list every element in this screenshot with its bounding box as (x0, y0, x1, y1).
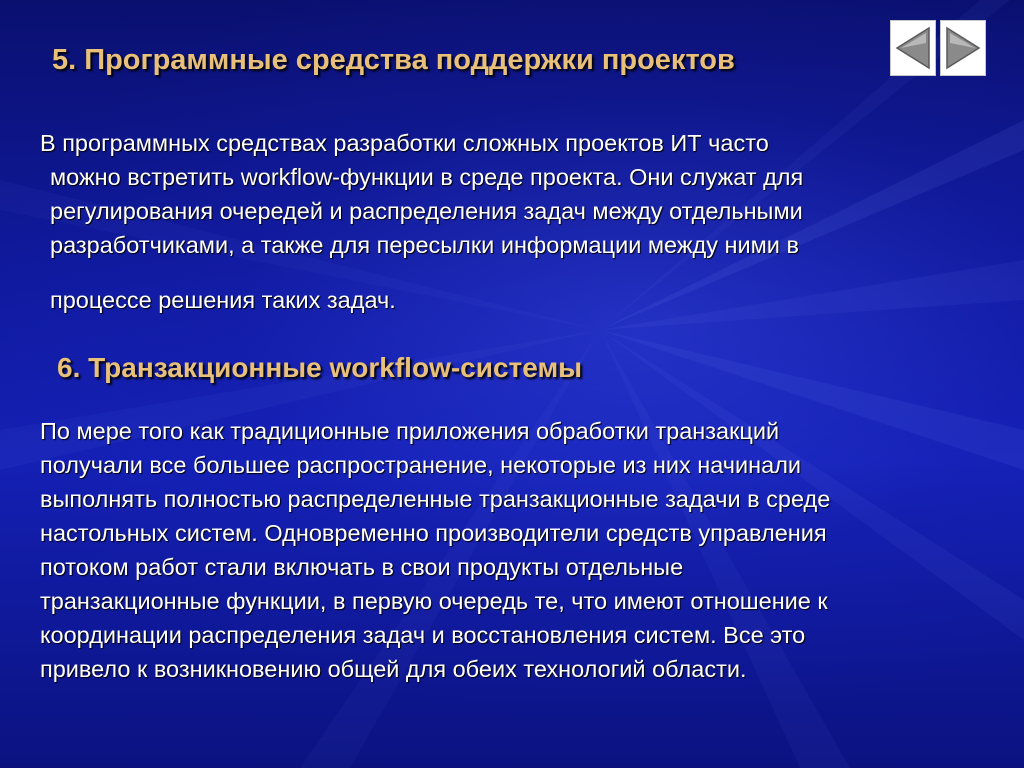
section-6-heading: 6. Транзакционные workflow-системы (57, 352, 583, 383)
paragraph-line: выполнять полностью распределенные транзакционные задачи в среде (40, 486, 831, 512)
paragraph-line: можно встретить workflow-функции в среде проекта. Они служат для (50, 164, 804, 190)
triangle-left-icon (891, 21, 935, 75)
section-6-paragraph (40, 414, 1000, 686)
paragraph-line: потоком работ стали включать в свои продукты отдельные (40, 554, 684, 580)
paragraph-line: привело к возникновению общей для обеих технологий области. (40, 656, 747, 682)
triangle-right-icon (941, 21, 985, 75)
section-5-heading: 5. Программные средства поддержки проектов (52, 44, 735, 76)
paragraph-line: В программных средствах разработки сложных проектов ИТ часто (40, 130, 769, 156)
paragraph-line: процессе решения таких задач. (50, 287, 396, 313)
paragraph-line: настольных систем. Одновременно производители средств управления (40, 520, 827, 546)
paragraph-line: транзакционные функции, в первую очередь те, что имеют отношение к (40, 588, 828, 614)
paragraph-line: регулирования очередей и распределения задач между отдельными (50, 198, 803, 224)
paragraph-line: получали все большее распространение, некоторые из них начинали (40, 452, 802, 478)
paragraph-line: разработчиками, а также для пересылки информации между ними в (50, 232, 799, 258)
next-slide-button[interactable] (940, 20, 986, 76)
paragraph-line: координации распределения задач и восстановления систем. Все это (40, 622, 806, 648)
previous-slide-button[interactable] (890, 20, 936, 76)
paragraph-line: По мере того как традиционные приложения обработки транзакций (40, 418, 780, 444)
section-5-paragraph (40, 126, 980, 317)
